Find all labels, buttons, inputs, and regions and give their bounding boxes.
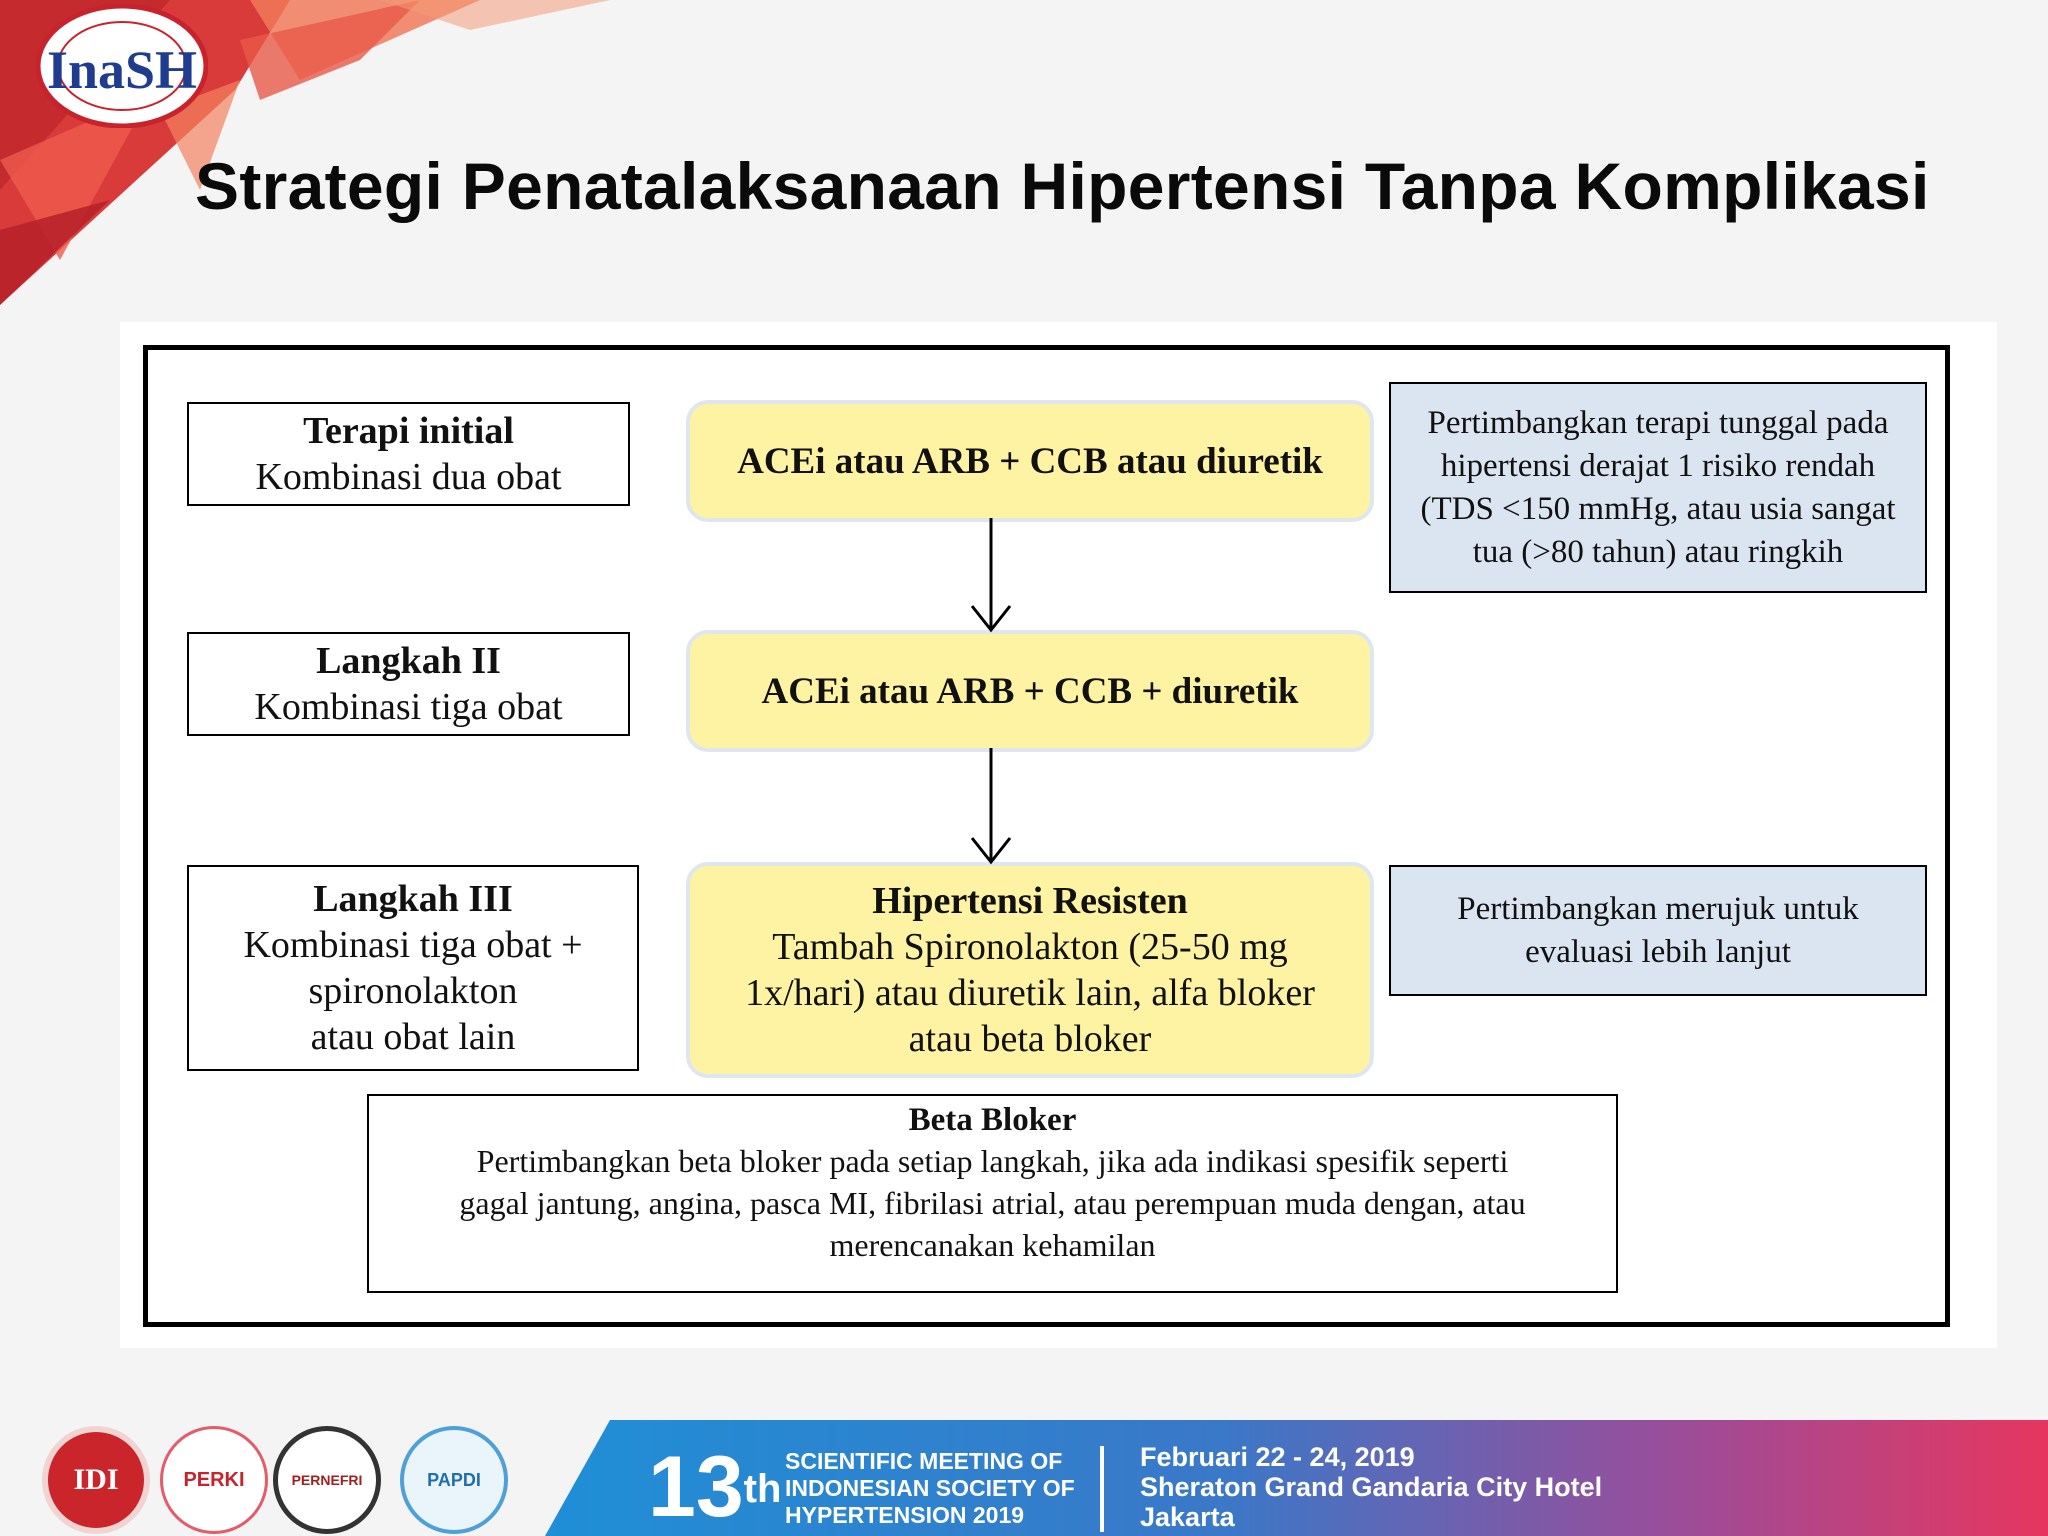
- step-title: Langkah II: [316, 640, 501, 682]
- footer-logo-pernefri: [273, 1426, 381, 1534]
- logo-label: PERKI: [183, 1468, 245, 1491]
- beta-blocker-line: merencanakan kehamilan: [829, 1227, 1156, 1263]
- event-line: Jakarta: [1140, 1502, 1235, 1532]
- note-line: (TDS <150 mmHg, atau usia sangat: [1420, 490, 1896, 527]
- regimen-initial: [686, 400, 1374, 522]
- event-details: [1140, 1442, 1602, 1532]
- regimen-text: ACEi atau ARB + CCB + diuretik: [761, 670, 1299, 712]
- step-title: Terapi initial: [303, 410, 514, 452]
- regimen-step-two: [686, 630, 1374, 752]
- beta-blocker-line: gagal jantung, angina, pasca MI, fibrilasi atrial, atau perempuan muda dengan, atau: [459, 1185, 1526, 1221]
- footer-logo-papdi: [400, 1426, 508, 1534]
- step-description-line: atau obat lain: [310, 1016, 516, 1058]
- logo-label: IDI: [73, 1463, 119, 1496]
- footer-logo-perki: [160, 1426, 268, 1534]
- regimen-resistant: [686, 862, 1374, 1078]
- arrow-down-icon: [960, 748, 1022, 868]
- regimen-title: Hipertensi Resisten: [872, 880, 1188, 922]
- regimen-line: Tambah Spironolakton (25-50 mg: [772, 926, 1288, 968]
- edition-suffix: th: [743, 1467, 782, 1511]
- note-line: hipertensi derajat 1 risiko rendah: [1440, 447, 1876, 484]
- logo-text: InaSH: [46, 40, 198, 100]
- meeting-name: [785, 1448, 1075, 1529]
- logo-label: PERNEFRI: [291, 1472, 363, 1488]
- step-description: Kombinasi tiga obat: [254, 686, 563, 728]
- step-description-line: spironolakton: [308, 970, 518, 1012]
- note-line: evaluasi lebih lanjut: [1525, 933, 1791, 970]
- regimen-line: 1x/hari) atau diuretik lain, alfa bloker: [745, 972, 1315, 1014]
- beta-blocker-title: Beta Bloker: [908, 1102, 1077, 1138]
- note-referral: [1389, 865, 1927, 996]
- note-line: Pertimbangkan merujuk untuk: [1457, 890, 1859, 927]
- step-initial-therapy: [187, 402, 630, 506]
- note-line: tua (>80 tahun) atau ringkih: [1472, 533, 1844, 570]
- step-three: [187, 865, 639, 1071]
- regimen-line: atau beta bloker: [908, 1018, 1152, 1060]
- meeting-line: HYPERTENSION 2019: [785, 1502, 1025, 1528]
- logo-label: PAPDI: [427, 1469, 481, 1490]
- meeting-line: SCIENTIFIC MEETING OF: [785, 1448, 1063, 1474]
- step-description: Kombinasi dua obat: [255, 456, 562, 498]
- beta-blocker-line: Pertimbangkan beta bloker pada setiap langkah, jika ada indikasi spesifik seperti: [476, 1143, 1509, 1179]
- footer-logo-idi: [42, 1426, 150, 1534]
- inash-logo: [36, 4, 208, 128]
- meeting-line: INDONESIAN SOCIETY OF: [785, 1475, 1075, 1501]
- step-description-line: Kombinasi tiga obat +: [243, 924, 583, 966]
- regimen-text: ACEi atau ARB + CCB atau diuretik: [737, 440, 1323, 482]
- footer-divider: [1100, 1446, 1104, 1532]
- step-title: Langkah III: [313, 878, 513, 920]
- edition-number: [648, 1439, 782, 1535]
- note-line: Pertimbangkan terapi tunggal pada: [1427, 404, 1889, 441]
- event-line: Sheraton Grand Gandaria City Hotel: [1140, 1472, 1603, 1502]
- edition-value: 13: [648, 1439, 744, 1535]
- step-two: [187, 632, 630, 736]
- event-line: Februari 22 - 24, 2019: [1140, 1442, 1415, 1472]
- slide-title: Strategi Penatalaksanaan Hipertensi Tanpa Komplikasi: [195, 149, 1930, 223]
- arrow-down-icon: [960, 518, 1022, 638]
- note-monotherapy: [1389, 382, 1927, 593]
- beta-blocker-box: [367, 1094, 1618, 1293]
